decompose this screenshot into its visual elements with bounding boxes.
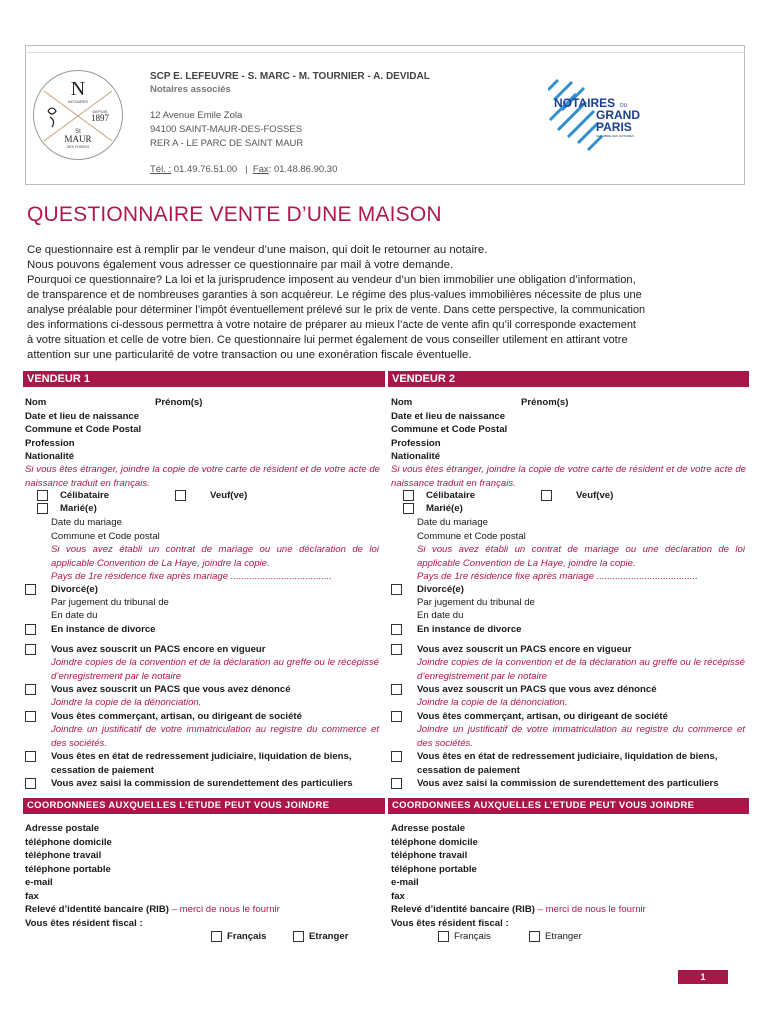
adresse-label: Adresse postale bbox=[25, 823, 100, 834]
address-line-1: 12 Avenue Emile Zola bbox=[150, 110, 243, 121]
francais-checkbox[interactable] bbox=[438, 931, 449, 942]
notaires-grand-paris-logo bbox=[548, 75, 688, 165]
nationalite-label: Nationalité bbox=[25, 451, 75, 462]
prenom-label: Prénom(s) bbox=[155, 397, 203, 408]
redressement-checkbox[interactable] bbox=[25, 751, 36, 762]
commune-cp-label: Commune et Code postal bbox=[417, 531, 526, 542]
commercant-checkbox[interactable] bbox=[25, 711, 36, 722]
commercant-label: Vous êtes commerçant, artisan, ou dirigeant de société bbox=[51, 711, 302, 722]
en-date-label: En date du bbox=[51, 610, 98, 621]
marie-label: Marié(e) bbox=[426, 503, 463, 514]
partner-logo-graphic bbox=[548, 75, 688, 165]
contact-line bbox=[150, 164, 337, 175]
etranger-checkbox[interactable] bbox=[529, 931, 540, 942]
divorce-checkbox[interactable] bbox=[391, 584, 402, 595]
marie-label: Marié(e) bbox=[60, 503, 97, 514]
jugement-label: Par jugement du tribunal de bbox=[417, 597, 535, 608]
tel-domicile-label: téléphone domicile bbox=[391, 836, 478, 848]
rib-label: Relevé d’identité bancaire (RIB) bbox=[25, 904, 169, 915]
surendettement-checkbox[interactable] bbox=[25, 778, 36, 789]
contrat-note: Si vous avez établi un contrat de mariage ou une déclaration de loi applicable Convention de La Haye, joindre la copie. bbox=[51, 544, 379, 569]
tel-travail-label: téléphone travail bbox=[391, 850, 468, 861]
pacs-checkbox[interactable] bbox=[25, 644, 36, 655]
partner-logo-tag: CHAMBRE DES NOTAIRES bbox=[596, 134, 634, 138]
commune-label: Commune et Code Postal bbox=[391, 424, 508, 435]
document-title: QUESTIONNAIRE VENTE D’UNE MAISON bbox=[27, 203, 442, 226]
francais-checkbox[interactable] bbox=[211, 931, 222, 942]
pacs-note: Joindre copies de la convention et de la déclaration au greffe ou le récépissé d’enregistrement par le notaire bbox=[417, 657, 745, 682]
instance-checkbox[interactable] bbox=[25, 624, 36, 635]
pacs-label: Vous avez souscrit un PACS encore en vigueur bbox=[51, 644, 266, 655]
profession-label: Profession bbox=[25, 437, 75, 449]
rib-label: Relevé d’identité bancaire (RIB) bbox=[391, 904, 535, 915]
vendeur-2-header: VENDEUR 2 bbox=[388, 371, 749, 387]
tel-domicile-label: téléphone domicile bbox=[25, 836, 112, 848]
jugement-label: Par jugement du tribunal de bbox=[51, 597, 169, 608]
pacs-label: Vous avez souscrit un PACS encore en vigueur bbox=[417, 644, 632, 655]
fax-number: : 01.48.86.90.30 bbox=[268, 164, 338, 175]
intro-line: Pourquoi ce questionnaire? La loi et la jurisprudence imposent au vendeur d’un bien immobilier une obligation d’information, bbox=[27, 274, 636, 286]
logo-year: 1897 bbox=[91, 113, 109, 123]
divorce-label: Divorcé(e) bbox=[417, 584, 464, 595]
adresse-label: Adresse postale bbox=[391, 823, 466, 834]
redressement-label: Vous êtes en état de redressement judiciaire, liquidation de biens, cessation de paiement bbox=[51, 751, 352, 776]
address-line-3: RER A - LE PARC DE SAINT MAUR bbox=[150, 138, 304, 149]
pacs-denonce-label: Vous avez souscrit un PACS que vous avez dénoncé bbox=[51, 684, 291, 695]
veuf-label: Veuf(ve) bbox=[210, 490, 248, 501]
email-label: e-mail bbox=[391, 877, 419, 888]
firm-subtitle: Notaires associés bbox=[150, 84, 231, 95]
nationalite-label: Nationalité bbox=[391, 451, 441, 462]
commercant-note: Joindre un justificatif de votre immatriculation au registre du commerce et des sociétés. bbox=[51, 724, 379, 749]
logo-depuis: DEPUIS bbox=[92, 109, 108, 114]
logo-st: St bbox=[75, 129, 81, 135]
naissance-label: Date et lieu de naissance bbox=[25, 410, 140, 422]
logo-sub: NOTAIRES bbox=[67, 99, 89, 104]
denonce-note: Joindre la copie de la dénonciation. bbox=[417, 697, 568, 708]
etranger-label: Etranger bbox=[309, 931, 349, 942]
veuf-checkbox[interactable] bbox=[175, 490, 186, 501]
intro-line: Nous pouvons également vous adresser ce questionnaire par mail à votre demande. bbox=[27, 259, 454, 271]
denonce-note: Joindre la copie de la dénonciation. bbox=[51, 697, 202, 708]
intro-line: attention sur une particularité de votre transaction ou une exonération fiscale éventuelle. bbox=[27, 349, 472, 361]
partner-logo-line3: PARIS bbox=[596, 120, 632, 134]
partner-logo-line1: NOTAIRES bbox=[554, 96, 616, 110]
logo-maur: MAUR bbox=[64, 134, 92, 144]
surendettement-label: Vous avez saisi la commission de surendettement des particuliers bbox=[417, 778, 719, 789]
fax-label: fax bbox=[391, 890, 405, 902]
etranger-checkbox[interactable] bbox=[293, 931, 304, 942]
nom-label: Nom bbox=[25, 397, 47, 408]
veuf-label: Veuf(ve) bbox=[576, 490, 614, 501]
celibataire-label: Célibataire bbox=[60, 490, 110, 501]
instance-label: En instance de divorce bbox=[51, 624, 156, 635]
etranger-note: Si vous êtes étranger, joindre la copie de votre carte de résident et de votre acte de naissance traduit en français. bbox=[391, 464, 746, 489]
tel-number: 01.49.76.51.00 bbox=[173, 164, 238, 175]
fax-label: Fax bbox=[252, 164, 269, 175]
rib-note: – merci de nous le fournir bbox=[534, 904, 646, 915]
contrat-note: Si vous avez établi un contrat de mariage ou une déclaration de loi applicable Convention de La Haye, joindre la copie. bbox=[417, 544, 745, 569]
commune-cp-label: Commune et Code postal bbox=[51, 531, 160, 542]
pacs-denonce-checkbox[interactable] bbox=[25, 684, 36, 695]
intro-line: de transparence et de nombreuses garanties à son acquéreur. Le régime des plus-values immobilières nécessite de plus une bbox=[27, 289, 642, 301]
celibataire-checkbox[interactable] bbox=[403, 490, 414, 501]
divorce-checkbox[interactable] bbox=[25, 584, 36, 595]
commercant-label: Vous êtes commerçant, artisan, ou dirigeant de société bbox=[417, 711, 668, 722]
divorce-label: Divorcé(e) bbox=[51, 584, 98, 595]
vendeur-1-header: VENDEUR 1 bbox=[23, 371, 385, 387]
commercant-note: Joindre un justificatif de votre immatriculation au registre du commerce et des sociétés. bbox=[417, 724, 745, 749]
pacs-note: Joindre copies de la convention et de la déclaration au greffe ou le récépissé d’enregistrement par le notaire bbox=[51, 657, 379, 682]
coordonnees-1-header: COORDONNEES AUXQUELLES L’ETUDE PEUT VOUS JOINDRE bbox=[23, 798, 385, 814]
tel-label: Tél. : bbox=[150, 164, 172, 175]
intro-line: Ce questionnaire est à remplir par le vendeur d’une maison, qui doit le retourner au notaire. bbox=[27, 244, 488, 256]
pacs-checkbox[interactable] bbox=[391, 644, 402, 655]
marie-checkbox[interactable] bbox=[403, 503, 414, 514]
profession-label: Profession bbox=[391, 437, 441, 449]
etranger-label: Etranger bbox=[545, 931, 582, 942]
marie-checkbox[interactable] bbox=[37, 503, 48, 514]
fax-label: fax bbox=[25, 890, 39, 902]
coordonnees-2-header: COORDONNEES AUXQUELLES L’ETUDE PEUT VOUS JOINDRE bbox=[388, 798, 749, 814]
prenom-label: Prénom(s) bbox=[521, 397, 569, 408]
rib-note: – merci de nous le fournir bbox=[168, 904, 280, 915]
francais-label: Français bbox=[454, 931, 491, 942]
partner-logo-du: DU bbox=[620, 103, 628, 109]
tel-portable-label: téléphone portable bbox=[25, 863, 111, 875]
redressement-checkbox[interactable] bbox=[391, 751, 402, 762]
francais-label: Français bbox=[227, 931, 267, 942]
celibataire-checkbox[interactable] bbox=[37, 490, 48, 501]
en-date-label: En date du bbox=[417, 610, 464, 621]
pacs-denonce-checkbox[interactable] bbox=[391, 684, 402, 695]
celibataire-label: Célibataire bbox=[426, 490, 476, 501]
surendettement-label: Vous avez saisi la commission de surendettement des particuliers bbox=[51, 778, 353, 789]
pacs-denonce-label: Vous avez souscrit un PACS que vous avez dénoncé bbox=[417, 684, 657, 695]
logo-fosses: DES FOSSES bbox=[66, 145, 90, 149]
redressement-label: Vous êtes en état de redressement judiciaire, liquidation de biens, cessation de paiement bbox=[417, 751, 718, 776]
intro-line: à votre situation et celle de votre bien. Ce questionnaire lui permet également de vous conseiller utilement en attirant votre bbox=[27, 334, 628, 346]
address-line-2: 94100 SAINT-MAUR-DES-FOSSES bbox=[150, 124, 303, 135]
page-number: 1 bbox=[678, 970, 728, 984]
instance-checkbox[interactable] bbox=[391, 624, 402, 635]
veuf-checkbox[interactable] bbox=[541, 490, 552, 501]
email-label: e-mail bbox=[25, 877, 53, 888]
commune-label: Commune et Code Postal bbox=[25, 424, 142, 435]
letterhead-divider bbox=[25, 52, 745, 53]
partner-logo-line2: GRAND bbox=[596, 108, 640, 122]
firm-logo-graphic bbox=[34, 71, 122, 159]
logo-emblem bbox=[48, 108, 56, 127]
intro-line: des informations ci-dessous permettra à votre notaire de préparer au mieux l’acte de vente afin qu’il corresponde exactement bbox=[27, 319, 636, 331]
rib-line bbox=[391, 903, 646, 917]
separator: | bbox=[239, 164, 251, 175]
logo-letter: N bbox=[70, 78, 86, 100]
naissance-label: Date et lieu de naissance bbox=[391, 410, 506, 422]
date-mariage-label: Date du mariage bbox=[417, 517, 488, 528]
intro-line: analyse préalable pour déterminer l’impôt éventuellement prélevé sur le prix de vente. Dans cette perspective, la communication bbox=[27, 304, 646, 316]
nom-label: Nom bbox=[391, 397, 413, 408]
instance-label: En instance de divorce bbox=[417, 624, 522, 635]
surendettement-checkbox[interactable] bbox=[391, 778, 402, 789]
tel-portable-label: téléphone portable bbox=[391, 863, 477, 875]
commercant-checkbox[interactable] bbox=[391, 711, 402, 722]
resident-label: Vous êtes résident fiscal : bbox=[25, 917, 143, 929]
firm-name: SCP E. LEFEUVRE - S. MARC - M. TOURNIER - A. DEVIDAL bbox=[150, 71, 430, 82]
pays-note: Pays de 1re résidence fixe après mariage ...................................... bbox=[51, 571, 332, 582]
tel-travail-label: téléphone travail bbox=[25, 850, 102, 861]
date-mariage-label: Date du mariage bbox=[51, 517, 122, 528]
pays-note: Pays de 1re résidence fixe après mariage ...................................... bbox=[417, 571, 698, 582]
firm-logo bbox=[33, 70, 123, 160]
etranger-note: Si vous êtes étranger, joindre la copie de votre carte de résident et de votre acte de naissance traduit en français. bbox=[25, 464, 380, 489]
rib-line bbox=[25, 903, 280, 917]
resident-label: Vous êtes résident fiscal : bbox=[391, 917, 509, 929]
